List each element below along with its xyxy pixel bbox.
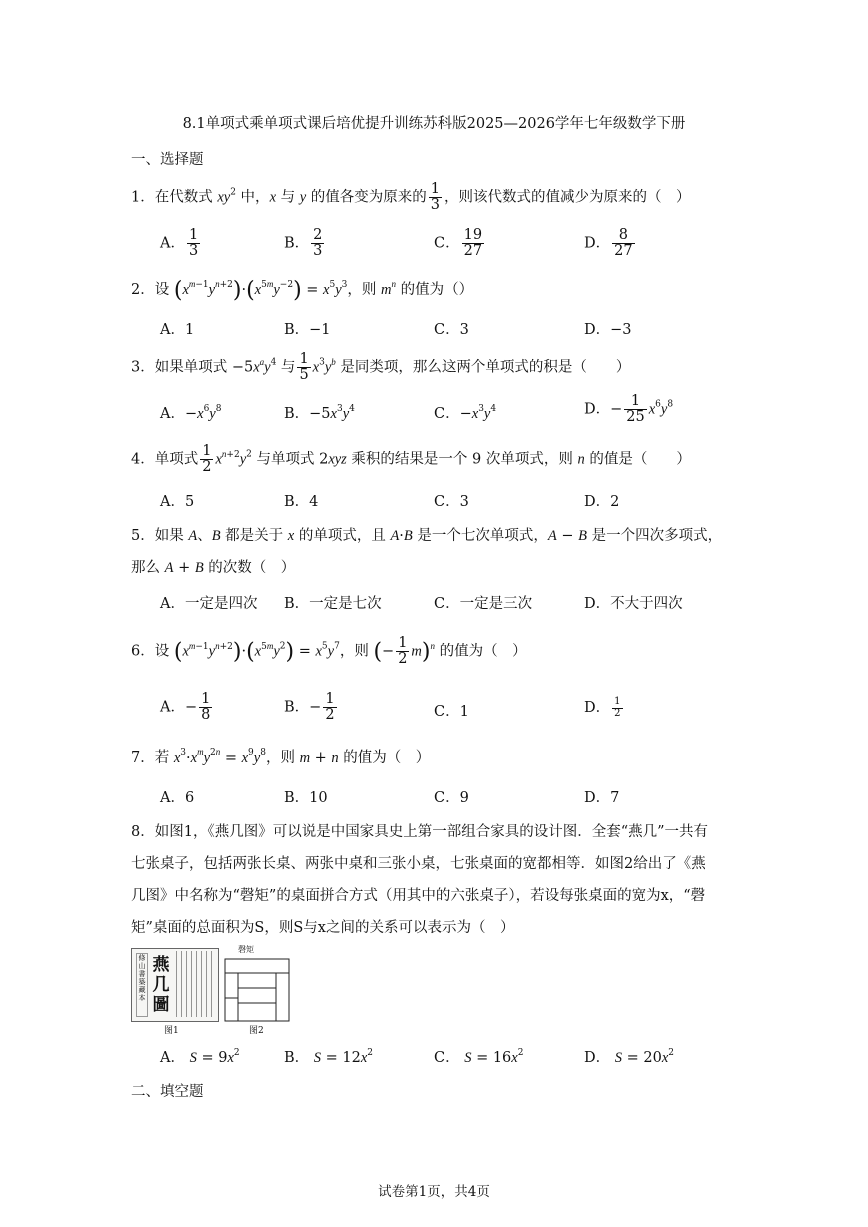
q7-option-d[interactable]: D．7 xyxy=(584,790,620,806)
q8-option-c[interactable]: C． $S = 16x^2$ xyxy=(434,1048,524,1066)
q3-option-c[interactable]: C．$-x^3y^4$ xyxy=(434,404,497,422)
q6-option-c[interactable]: C．1 xyxy=(434,704,469,720)
figure-1-label: 图1 xyxy=(164,1026,179,1036)
question-8-line2: 七张桌子，包括两张长桌、两张中桌和三张小桌，七张桌面的宽都相等．如图2给出了《燕 xyxy=(131,856,706,872)
q1-option-a[interactable]: A． $\frac{1}{3}$ xyxy=(160,227,199,260)
question-8-line1: 8．如图1，《燕几图》可以说是中国家具史上第一部组合家具的设计图．全套“燕几”一共有 xyxy=(131,824,709,840)
q4-option-d[interactable]: D．2 xyxy=(584,494,620,510)
question-1: 1．在代数式 $xy^2$ 中，x 与 y 的值各变为原来的 $\frac{1}{3}$ ，则该代数式的值减少为原来的（ ） xyxy=(131,181,691,214)
q6-option-d[interactable]: D． $\frac{1}{2}$ xyxy=(584,696,621,719)
q8-option-d[interactable]: D． $S = 20x^2$ xyxy=(584,1048,674,1066)
figure-2-label: 图2 xyxy=(249,1026,264,1036)
q8-option-b[interactable]: B． $S = 12x^2$ xyxy=(284,1048,374,1066)
q3-option-d[interactable]: D．− $\frac{1}{25}$ $x^6y^8$ xyxy=(584,393,674,426)
page-footer: 试卷第1页，共4页 xyxy=(378,1184,490,1200)
q1-option-d[interactable]: D． $\frac{8}{27}$ xyxy=(584,227,633,260)
figure-1-text-columns xyxy=(176,951,216,1017)
q3-option-b[interactable]: B．$-5x^3y^4$ xyxy=(284,404,355,422)
q2-option-b[interactable]: B．−1 xyxy=(284,322,331,338)
question-2: 2．设 $(x^{m-1}y^{n+2})\cdot(x^{5m}y^{-2}) = x^5y^3$，则 $m^n$ 的值为（） xyxy=(131,278,474,303)
section-heading-fill: 二、填空题 xyxy=(131,1084,204,1100)
section-heading-choice: 一、选择题 xyxy=(131,152,204,168)
page-title: 8.1单项式乘单项式课后培优提升训练苏科版2025—2026学年七年级数学下册 xyxy=(182,116,686,132)
q6-option-a[interactable]: A．− $\frac{1}{8}$ xyxy=(160,691,211,724)
q4-option-b[interactable]: B．4 xyxy=(284,494,319,510)
figure-1-yanjitu-cover xyxy=(131,948,219,1022)
figure-2-qingju-diagram xyxy=(224,958,290,1022)
question-5-line2: 那么 A + B 的次数（ ） xyxy=(131,560,296,576)
q7-option-c[interactable]: C．9 xyxy=(434,790,469,806)
question-8-line3: 几图》中名称为“磬矩”的桌面拼合方式（用其中的六张桌子），若设每张桌面的宽为x，“磬 xyxy=(131,888,706,904)
figure-2-title: 磬矩 xyxy=(238,945,254,954)
figure-1-side-label: 條山書築藏本 xyxy=(136,953,148,1017)
q7-option-b[interactable]: B．10 xyxy=(284,790,328,806)
q2-option-c[interactable]: C．3 xyxy=(434,322,469,338)
q1-option-b[interactable]: B． $\frac{2}{3}$ xyxy=(284,227,323,260)
q4-option-a[interactable]: A．5 xyxy=(160,494,195,510)
q1-option-c[interactable]: C． $\frac{19}{27}$ xyxy=(434,227,483,260)
q5-option-b[interactable]: B．一定是七次 xyxy=(284,596,382,612)
figure-1-calligraphy: 燕几圖 xyxy=(152,955,170,1015)
q5-option-d[interactable]: D．不大于四次 xyxy=(584,596,683,612)
q8-option-a[interactable]: A． $S = 9x^2$ xyxy=(160,1048,240,1066)
q5-option-c[interactable]: C．一定是三次 xyxy=(434,596,533,612)
q5-option-a[interactable]: A．一定是四次 xyxy=(160,596,258,612)
q7-option-a[interactable]: A．6 xyxy=(160,790,195,806)
question-5: 5．如果 A、B 都是关于 x 的单项式，且 A·B 是一个七次单项式，A − B 是一个四次多项式， xyxy=(131,528,723,544)
question-3: 3．如果单项式 $-5x^ay^4$ 与 $\frac{1}{5}$ $x^3y^b$ 是同类项，那么这两个单项式的积是（ ） xyxy=(131,351,631,384)
q2-option-a[interactable]: A．1 xyxy=(160,322,195,338)
q2-option-d[interactable]: D．−3 xyxy=(584,322,632,338)
question-4: 4．单项式 $\frac{1}{2}$ $x^{n+2}y^2$ 与单项式 2xyz 乘积的结果是一个 9 次单项式，则 n 的值是（ ） xyxy=(131,443,691,476)
question-7: 7．若 $x^3\cdot x^my^{2n} = x^9y^8$，则 m + n 的值为（ ） xyxy=(131,747,431,766)
question-6: 6．设 $(x^{m-1}y^{n+2})\cdot(x^{5m}y^2) = x^5y^7$，则 (− $\frac{1}{2}$ m)$^n$ 的值为（ ） xyxy=(131,635,527,668)
question-8-line4: 矩”桌面的总面积为S，则S与x之间的关系可以表示为（ ） xyxy=(131,920,515,936)
q6-option-b[interactable]: B．− $\frac{1}{2}$ xyxy=(284,691,335,724)
q4-option-c[interactable]: C．3 xyxy=(434,494,469,510)
q3-option-a[interactable]: A．$-x^6y^8$ xyxy=(160,404,222,422)
